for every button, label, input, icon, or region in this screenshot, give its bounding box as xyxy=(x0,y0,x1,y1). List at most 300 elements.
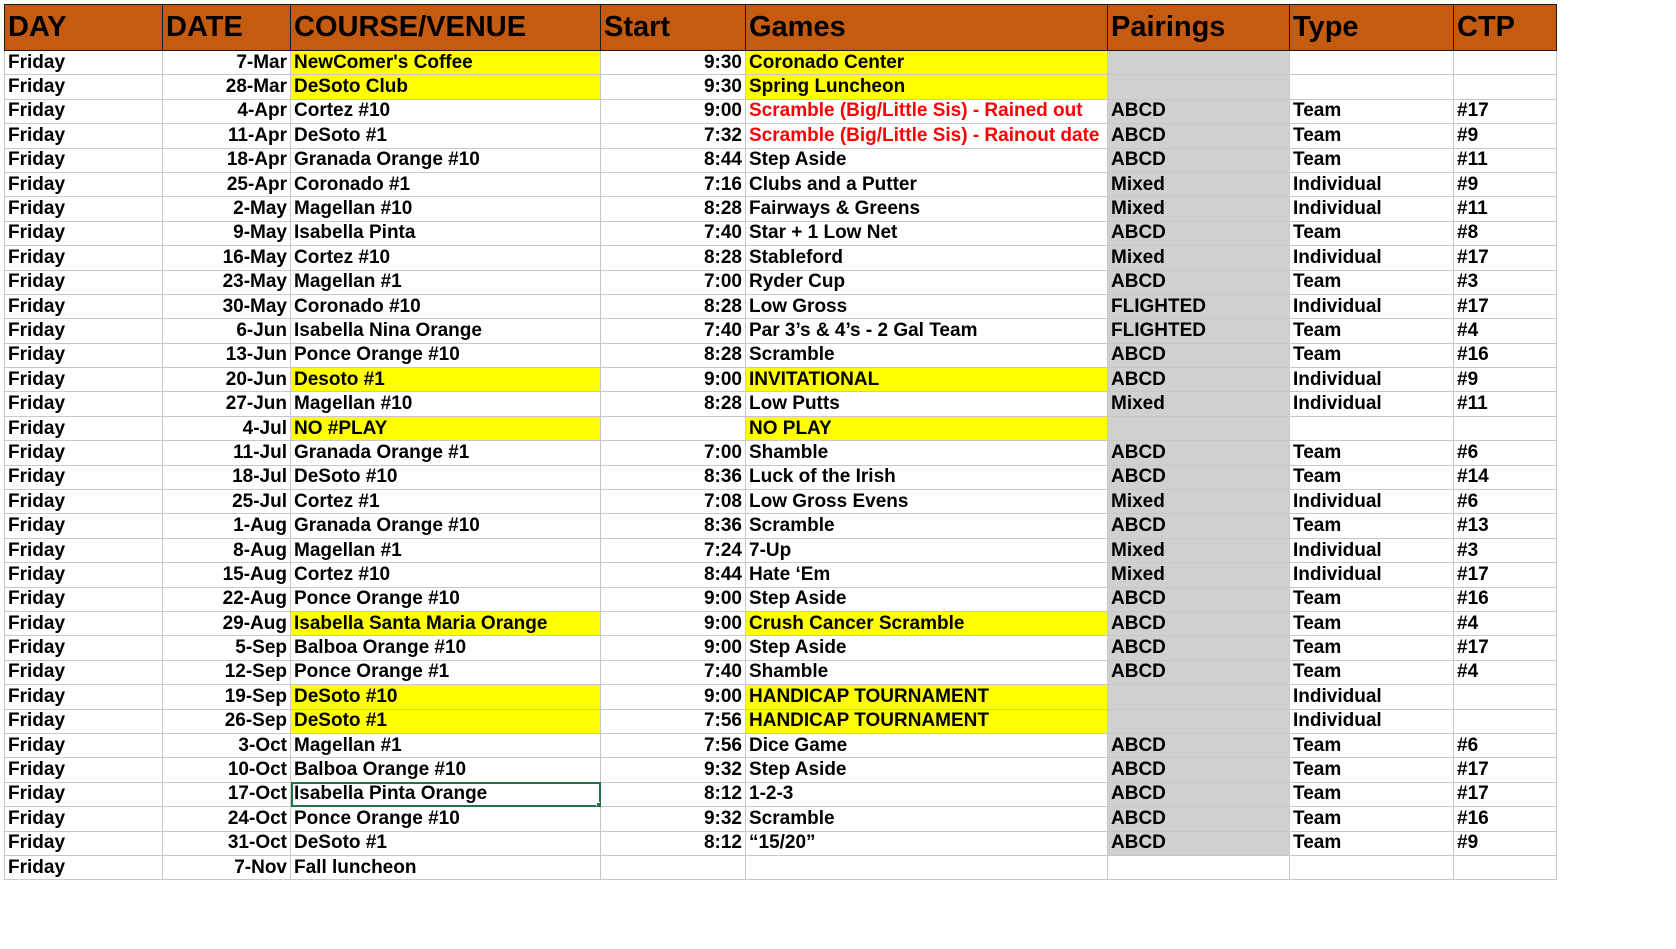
cell-ctp[interactable]: #11 xyxy=(1454,148,1557,172)
cell-date[interactable]: 7-Nov xyxy=(163,855,291,879)
cell-start[interactable]: 7:56 xyxy=(601,709,746,733)
cell-date[interactable]: 12-Sep xyxy=(163,660,291,684)
fill-handle[interactable] xyxy=(596,802,601,807)
cell-ctp[interactable]: #4 xyxy=(1454,611,1557,635)
cell-game[interactable]: Ryder Cup xyxy=(746,270,1108,294)
cell-course[interactable]: Magellan #10 xyxy=(291,197,601,221)
table-row xyxy=(5,319,1557,343)
cell-course[interactable]: Cortez #10 xyxy=(291,246,601,270)
cell-date[interactable]: 27-Jun xyxy=(163,392,291,416)
cell-course[interactable]: Cortez #1 xyxy=(291,490,601,514)
cell-day[interactable]: Friday xyxy=(5,855,163,879)
cell-date[interactable]: 25-Apr xyxy=(163,172,291,196)
cell-start[interactable]: 7:40 xyxy=(601,221,746,245)
cell-ctp[interactable] xyxy=(1454,51,1557,75)
cell-day[interactable]: Friday xyxy=(5,733,163,757)
cell-pairings[interactable]: ABCD xyxy=(1108,733,1290,757)
cell-type[interactable]: Individual xyxy=(1290,294,1454,318)
cell-start[interactable]: 8:28 xyxy=(601,392,746,416)
cell-game[interactable]: Luck of the Irish xyxy=(746,465,1108,489)
cell-date[interactable]: 10-Oct xyxy=(163,758,291,782)
cell-type[interactable]: Team xyxy=(1290,124,1454,148)
cell-ctp[interactable]: #4 xyxy=(1454,660,1557,684)
cell-type[interactable]: Team xyxy=(1290,660,1454,684)
cell-day[interactable]: Friday xyxy=(5,392,163,416)
cell-day[interactable]: Friday xyxy=(5,416,163,440)
table-row xyxy=(5,465,1557,489)
cell-pairings[interactable] xyxy=(1108,416,1290,440)
cell-course[interactable]: Magellan #1 xyxy=(291,733,601,757)
cell-start[interactable]: 9:00 xyxy=(601,368,746,392)
cell-date[interactable]: 24-Oct xyxy=(163,807,291,831)
cell-start[interactable]: 7:16 xyxy=(601,172,746,196)
table-row xyxy=(5,343,1557,367)
cell-day[interactable]: Friday xyxy=(5,807,163,831)
cell-type[interactable]: Team xyxy=(1290,319,1454,343)
cell-ctp[interactable]: #4 xyxy=(1454,319,1557,343)
cell-start[interactable]: 9:32 xyxy=(601,807,746,831)
cell-type[interactable]: Team xyxy=(1290,636,1454,660)
table-row xyxy=(5,124,1557,148)
cell-start[interactable]: 8:44 xyxy=(601,148,746,172)
cell-start[interactable]: 9:30 xyxy=(601,51,746,75)
cell-day[interactable]: Friday xyxy=(5,221,163,245)
cell-game[interactable]: Scramble xyxy=(746,343,1108,367)
cell-day[interactable]: Friday xyxy=(5,441,163,465)
cell-date[interactable]: 4-Apr xyxy=(163,99,291,123)
cell-type[interactable]: Team xyxy=(1290,221,1454,245)
cell-start[interactable] xyxy=(601,855,746,879)
cell-game[interactable]: Step Aside xyxy=(746,636,1108,660)
cell-course[interactable]: DeSoto #1 xyxy=(291,709,601,733)
cell-course[interactable]: Balboa Orange #10 xyxy=(291,636,601,660)
cell-ctp[interactable]: #13 xyxy=(1454,514,1557,538)
cell-course[interactable]: Coronado #1 xyxy=(291,172,601,196)
cell-day[interactable]: Friday xyxy=(5,270,163,294)
cell-type[interactable]: Individual xyxy=(1290,392,1454,416)
cell-ctp[interactable] xyxy=(1454,416,1557,440)
cell-game[interactable]: NO PLAY xyxy=(746,416,1108,440)
cell-day[interactable]: Friday xyxy=(5,490,163,514)
cell-ctp[interactable]: #6 xyxy=(1454,490,1557,514)
cell-start[interactable]: 7:00 xyxy=(601,270,746,294)
cell-date[interactable]: 18-Jul xyxy=(163,465,291,489)
cell-course[interactable]: NO #PLAY xyxy=(291,416,601,440)
cell-day[interactable]: Friday xyxy=(5,831,163,855)
cell-type[interactable]: Individual xyxy=(1290,246,1454,270)
cell-start[interactable]: 8:44 xyxy=(601,563,746,587)
cell-start[interactable]: 9:00 xyxy=(601,636,746,660)
column-header-games[interactable]: Games xyxy=(746,5,1108,51)
cell-pairings[interactable]: ABCD xyxy=(1108,270,1290,294)
cell-course[interactable]: Isabella Pinta xyxy=(291,221,601,245)
column-header-type[interactable]: Type xyxy=(1290,5,1454,51)
cell-type[interactable]: Team xyxy=(1290,441,1454,465)
cell-date[interactable]: 13-Jun xyxy=(163,343,291,367)
cell-course[interactable]: Magellan #1 xyxy=(291,270,601,294)
cell-course[interactable]: DeSoto #1 xyxy=(291,124,601,148)
column-header-day[interactable]: DAY xyxy=(5,5,163,51)
cell-date[interactable]: 29-Aug xyxy=(163,611,291,635)
cell-type[interactable]: Individual xyxy=(1290,685,1454,709)
cell-pairings[interactable]: ABCD xyxy=(1108,148,1290,172)
cell-type[interactable]: Team xyxy=(1290,465,1454,489)
cell-type[interactable]: Team xyxy=(1290,611,1454,635)
cell-course[interactable]: Ponce Orange #10 xyxy=(291,343,601,367)
cell-game[interactable]: Clubs and a Putter xyxy=(746,172,1108,196)
cell-pairings[interactable]: ABCD xyxy=(1108,782,1290,806)
cell-date[interactable]: 28-Mar xyxy=(163,75,291,99)
cell-ctp[interactable]: #11 xyxy=(1454,197,1557,221)
cell-pairings[interactable]: ABCD xyxy=(1108,807,1290,831)
cell-pairings[interactable]: Mixed xyxy=(1108,563,1290,587)
cell-type[interactable]: Team xyxy=(1290,807,1454,831)
table-row xyxy=(5,246,1557,270)
cell-type[interactable]: Individual xyxy=(1290,197,1454,221)
cell-ctp[interactable]: #17 xyxy=(1454,636,1557,660)
cell-game[interactable]: Star + 1 Low Net xyxy=(746,221,1108,245)
cell-game[interactable]: Dice Game xyxy=(746,733,1108,757)
cell-start[interactable]: 8:28 xyxy=(601,343,746,367)
cell-game[interactable]: Hate ‘Em xyxy=(746,563,1108,587)
cell-game[interactable]: HANDICAP TOURNAMENT xyxy=(746,685,1108,709)
cell-course[interactable]: Granada Orange #10 xyxy=(291,514,601,538)
table-row xyxy=(5,490,1557,514)
cell-type[interactable]: Team xyxy=(1290,514,1454,538)
cell-course[interactable]: Coronado #10 xyxy=(291,294,601,318)
cell-game[interactable]: HANDICAP TOURNAMENT xyxy=(746,709,1108,733)
table-row xyxy=(5,514,1557,538)
cell-ctp[interactable]: #17 xyxy=(1454,782,1557,806)
cell-day[interactable]: Friday xyxy=(5,99,163,123)
cell-game[interactable]: Shamble xyxy=(746,660,1108,684)
cell-game[interactable]: Scramble (Big/Little Sis) - Rained out xyxy=(746,99,1108,123)
cell-ctp[interactable]: #9 xyxy=(1454,368,1557,392)
cell-start[interactable]: 9:32 xyxy=(601,758,746,782)
cell-ctp[interactable]: #16 xyxy=(1454,807,1557,831)
cell-pairings[interactable]: ABCD xyxy=(1108,758,1290,782)
cell-date[interactable]: 16-May xyxy=(163,246,291,270)
cell-pairings[interactable]: FLIGHTED xyxy=(1108,294,1290,318)
cell-start[interactable] xyxy=(601,416,746,440)
cell-pairings[interactable]: ABCD xyxy=(1108,660,1290,684)
cell-ctp[interactable]: #17 xyxy=(1454,99,1557,123)
schedule-sheet xyxy=(4,4,1557,880)
column-header-course[interactable]: COURSE/VENUE xyxy=(291,5,601,51)
cell-game[interactable]: INVITATIONAL xyxy=(746,368,1108,392)
cell-start[interactable]: 8:28 xyxy=(601,197,746,221)
cell-game[interactable] xyxy=(746,855,1108,879)
cell-type[interactable]: Team xyxy=(1290,343,1454,367)
cell-course[interactable]: Desoto #1 xyxy=(291,368,601,392)
cell-day[interactable]: Friday xyxy=(5,685,163,709)
cell-ctp[interactable]: #17 xyxy=(1454,563,1557,587)
cell-course[interactable]: DeSoto #1 xyxy=(291,831,601,855)
cell-date[interactable]: 20-Jun xyxy=(163,368,291,392)
column-header-date[interactable]: DATE xyxy=(163,5,291,51)
cell-type[interactable]: Team xyxy=(1290,587,1454,611)
cell-course[interactable]: Isabella Pinta Orange xyxy=(291,782,601,806)
cell-day[interactable]: Friday xyxy=(5,197,163,221)
cell-game[interactable]: Low Gross xyxy=(746,294,1108,318)
cell-ctp[interactable]: #3 xyxy=(1454,270,1557,294)
cell-date[interactable]: 17-Oct xyxy=(163,782,291,806)
cell-day[interactable]: Friday xyxy=(5,758,163,782)
cell-course[interactable]: Balboa Orange #10 xyxy=(291,758,601,782)
cell-start[interactable]: 9:00 xyxy=(601,685,746,709)
cell-date[interactable]: 25-Jul xyxy=(163,490,291,514)
cell-date[interactable]: 5-Sep xyxy=(163,636,291,660)
cell-course[interactable]: Ponce Orange #1 xyxy=(291,660,601,684)
cell-type[interactable]: Team xyxy=(1290,270,1454,294)
cell-day[interactable]: Friday xyxy=(5,636,163,660)
cell-ctp[interactable]: #8 xyxy=(1454,221,1557,245)
table-row xyxy=(5,636,1557,660)
cell-start[interactable]: 8:12 xyxy=(601,831,746,855)
cell-game[interactable]: Crush Cancer Scramble xyxy=(746,611,1108,635)
cell-course[interactable]: Magellan #10 xyxy=(291,392,601,416)
cell-game[interactable]: Scramble (Big/Little Sis) - Rainout date xyxy=(746,124,1108,148)
cell-pairings[interactable]: ABCD xyxy=(1108,611,1290,635)
cell-day[interactable]: Friday xyxy=(5,611,163,635)
cell-course[interactable]: DeSoto #10 xyxy=(291,685,601,709)
cell-pairings[interactable]: ABCD xyxy=(1108,636,1290,660)
cell-date[interactable]: 2-May xyxy=(163,197,291,221)
cell-date[interactable]: 7-Mar xyxy=(163,51,291,75)
cell-day[interactable]: Friday xyxy=(5,587,163,611)
cell-game[interactable]: Spring Luncheon xyxy=(746,75,1108,99)
cell-date[interactable]: 3-Oct xyxy=(163,733,291,757)
cell-day[interactable]: Friday xyxy=(5,465,163,489)
cell-ctp[interactable] xyxy=(1454,855,1557,879)
table-row xyxy=(5,807,1557,831)
cell-day[interactable]: Friday xyxy=(5,246,163,270)
cell-course[interactable]: DeSoto Club xyxy=(291,75,601,99)
cell-day[interactable]: Friday xyxy=(5,514,163,538)
cell-start[interactable]: 7:32 xyxy=(601,124,746,148)
cell-start[interactable]: 8:12 xyxy=(601,782,746,806)
cell-ctp[interactable]: #6 xyxy=(1454,441,1557,465)
cell-type[interactable]: Team xyxy=(1290,148,1454,172)
cell-course[interactable]: Fall luncheon xyxy=(291,855,601,879)
cell-day[interactable]: Friday xyxy=(5,563,163,587)
cell-game[interactable]: Step Aside xyxy=(746,758,1108,782)
table-row xyxy=(5,51,1557,75)
cell-start[interactable]: 9:00 xyxy=(601,611,746,635)
cell-date[interactable]: 6-Jun xyxy=(163,319,291,343)
cell-day[interactable]: Friday xyxy=(5,319,163,343)
cell-course[interactable]: NewComer's Coffee xyxy=(291,51,601,75)
cell-pairings[interactable]: ABCD xyxy=(1108,124,1290,148)
cell-type[interactable]: Individual xyxy=(1290,709,1454,733)
cell-type[interactable] xyxy=(1290,51,1454,75)
cell-ctp[interactable]: #17 xyxy=(1454,246,1557,270)
cell-ctp[interactable] xyxy=(1454,709,1557,733)
cell-start[interactable]: 9:30 xyxy=(601,75,746,99)
cell-ctp[interactable] xyxy=(1454,75,1557,99)
cell-course[interactable]: Isabella Santa Maria Orange xyxy=(291,611,601,635)
cell-start[interactable]: 9:00 xyxy=(601,99,746,123)
cell-start[interactable]: 8:28 xyxy=(601,246,746,270)
cell-date[interactable]: 1-Aug xyxy=(163,514,291,538)
cell-type[interactable]: Individual xyxy=(1290,172,1454,196)
cell-game[interactable]: Step Aside xyxy=(746,587,1108,611)
cell-type[interactable]: Individual xyxy=(1290,563,1454,587)
cell-pairings[interactable]: ABCD xyxy=(1108,514,1290,538)
cell-ctp[interactable]: #16 xyxy=(1454,587,1557,611)
cell-day[interactable]: Friday xyxy=(5,172,163,196)
cell-pairings[interactable]: Mixed xyxy=(1108,392,1290,416)
cell-date[interactable]: 11-Jul xyxy=(163,441,291,465)
cell-type[interactable]: Team xyxy=(1290,831,1454,855)
cell-start[interactable]: 8:36 xyxy=(601,514,746,538)
cell-course[interactable]: DeSoto #10 xyxy=(291,465,601,489)
cell-game[interactable]: Scramble xyxy=(746,514,1108,538)
cell-pairings[interactable]: ABCD xyxy=(1108,221,1290,245)
cell-type[interactable]: Individual xyxy=(1290,490,1454,514)
cell-course[interactable]: Cortez #10 xyxy=(291,563,601,587)
cell-pairings[interactable]: Mixed xyxy=(1108,172,1290,196)
cell-start[interactable]: 9:00 xyxy=(601,587,746,611)
cell-type[interactable]: Individual xyxy=(1290,538,1454,562)
cell-start[interactable]: 7:40 xyxy=(601,319,746,343)
cell-day[interactable]: Friday xyxy=(5,51,163,75)
cell-game[interactable]: Stableford xyxy=(746,246,1108,270)
cell-pairings[interactable]: Mixed xyxy=(1108,197,1290,221)
cell-pairings[interactable] xyxy=(1108,709,1290,733)
cell-date[interactable]: 31-Oct xyxy=(163,831,291,855)
table-row xyxy=(5,563,1557,587)
cell-date[interactable]: 30-May xyxy=(163,294,291,318)
cell-day[interactable]: Friday xyxy=(5,148,163,172)
cell-game[interactable]: Coronado Center xyxy=(746,51,1108,75)
cell-pairings[interactable]: ABCD xyxy=(1108,99,1290,123)
cell-course[interactable]: Magellan #1 xyxy=(291,538,601,562)
cell-type[interactable] xyxy=(1290,855,1454,879)
cell-course[interactable]: Granada Orange #10 xyxy=(291,148,601,172)
column-header-pairings[interactable]: Pairings xyxy=(1108,5,1290,51)
cell-day[interactable]: Friday xyxy=(5,124,163,148)
cell-pairings[interactable]: ABCD xyxy=(1108,587,1290,611)
cell-date[interactable]: 11-Apr xyxy=(163,124,291,148)
cell-pairings[interactable]: ABCD xyxy=(1108,465,1290,489)
cell-day[interactable]: Friday xyxy=(5,709,163,733)
table-row xyxy=(5,709,1557,733)
cell-date[interactable]: 4-Jul xyxy=(163,416,291,440)
header-row xyxy=(5,5,1557,51)
cell-ctp[interactable]: #6 xyxy=(1454,733,1557,757)
cell-type[interactable] xyxy=(1290,75,1454,99)
cell-pairings[interactable]: ABCD xyxy=(1108,441,1290,465)
cell-day[interactable]: Friday xyxy=(5,538,163,562)
cell-pairings[interactable]: Mixed xyxy=(1108,538,1290,562)
cell-ctp[interactable]: #17 xyxy=(1454,294,1557,318)
cell-date[interactable]: 22-Aug xyxy=(163,587,291,611)
cell-date[interactable]: 19-Sep xyxy=(163,685,291,709)
cell-type[interactable] xyxy=(1290,416,1454,440)
cell-pairings[interactable]: Mixed xyxy=(1108,246,1290,270)
cell-date[interactable]: 26-Sep xyxy=(163,709,291,733)
column-header-ctp[interactable]: CTP xyxy=(1454,5,1557,51)
cell-ctp[interactable]: #3 xyxy=(1454,538,1557,562)
cell-course[interactable]: Ponce Orange #10 xyxy=(291,587,601,611)
cell-pairings[interactable] xyxy=(1108,51,1290,75)
cell-course[interactable]: Ponce Orange #10 xyxy=(291,807,601,831)
cell-pairings[interactable] xyxy=(1108,75,1290,99)
cell-course[interactable]: Isabella Nina Orange xyxy=(291,319,601,343)
cell-game[interactable]: Scramble xyxy=(746,807,1108,831)
cell-date[interactable]: 23-May xyxy=(163,270,291,294)
cell-day[interactable]: Friday xyxy=(5,75,163,99)
table-row xyxy=(5,733,1557,757)
cell-pairings[interactable]: FLIGHTED xyxy=(1108,319,1290,343)
cell-day[interactable]: Friday xyxy=(5,782,163,806)
cell-ctp[interactable]: #16 xyxy=(1454,343,1557,367)
cell-type[interactable]: Team xyxy=(1290,733,1454,757)
cell-date[interactable]: 9-May xyxy=(163,221,291,245)
cell-ctp[interactable]: #14 xyxy=(1454,465,1557,489)
cell-pairings[interactable]: ABCD xyxy=(1108,831,1290,855)
cell-game[interactable]: Low Putts xyxy=(746,392,1108,416)
cell-start[interactable]: 7:40 xyxy=(601,660,746,684)
cell-game[interactable]: Par 3’s & 4’s - 2 Gal Team xyxy=(746,319,1108,343)
cell-course[interactable]: Granada Orange #1 xyxy=(291,441,601,465)
cell-date[interactable]: 8-Aug xyxy=(163,538,291,562)
cell-ctp[interactable] xyxy=(1454,685,1557,709)
cell-type[interactable]: Team xyxy=(1290,758,1454,782)
table-row xyxy=(5,221,1557,245)
cell-game[interactable]: Shamble xyxy=(746,441,1108,465)
cell-start[interactable]: 7:56 xyxy=(601,733,746,757)
cell-ctp[interactable]: #17 xyxy=(1454,758,1557,782)
cell-date[interactable]: 18-Apr xyxy=(163,148,291,172)
cell-ctp[interactable]: #9 xyxy=(1454,124,1557,148)
cell-day[interactable]: Friday xyxy=(5,294,163,318)
column-header-start[interactable]: Start xyxy=(601,5,746,51)
cell-day[interactable]: Friday xyxy=(5,343,163,367)
cell-pairings[interactable]: ABCD xyxy=(1108,343,1290,367)
cell-start[interactable]: 7:08 xyxy=(601,490,746,514)
cell-game[interactable]: 1-2-3 xyxy=(746,782,1108,806)
cell-game[interactable]: Step Aside xyxy=(746,148,1108,172)
cell-ctp[interactable]: #9 xyxy=(1454,172,1557,196)
cell-start[interactable]: 8:28 xyxy=(601,294,746,318)
cell-start[interactable]: 7:00 xyxy=(601,441,746,465)
cell-game[interactable]: 7-Up xyxy=(746,538,1108,562)
cell-pairings[interactable]: Mixed xyxy=(1108,490,1290,514)
cell-ctp[interactable]: #11 xyxy=(1454,392,1557,416)
cell-pairings[interactable] xyxy=(1108,685,1290,709)
cell-day[interactable]: Friday xyxy=(5,660,163,684)
cell-course[interactable]: Cortez #10 xyxy=(291,99,601,123)
cell-pairings[interactable] xyxy=(1108,855,1290,879)
cell-start[interactable]: 7:24 xyxy=(601,538,746,562)
cell-day[interactable]: Friday xyxy=(5,368,163,392)
cell-start[interactable]: 8:36 xyxy=(601,465,746,489)
table-row xyxy=(5,392,1557,416)
cell-game[interactable]: Fairways & Greens xyxy=(746,197,1108,221)
table-row xyxy=(5,587,1557,611)
cell-type[interactable]: Team xyxy=(1290,782,1454,806)
cell-game[interactable]: “15/20” xyxy=(746,831,1108,855)
cell-ctp[interactable]: #9 xyxy=(1454,831,1557,855)
cell-type[interactable]: Team xyxy=(1290,99,1454,123)
cell-date[interactable]: 15-Aug xyxy=(163,563,291,587)
table-row xyxy=(5,75,1557,99)
cell-game[interactable]: Low Gross Evens xyxy=(746,490,1108,514)
cell-pairings[interactable]: ABCD xyxy=(1108,368,1290,392)
cell-type[interactable]: Individual xyxy=(1290,368,1454,392)
